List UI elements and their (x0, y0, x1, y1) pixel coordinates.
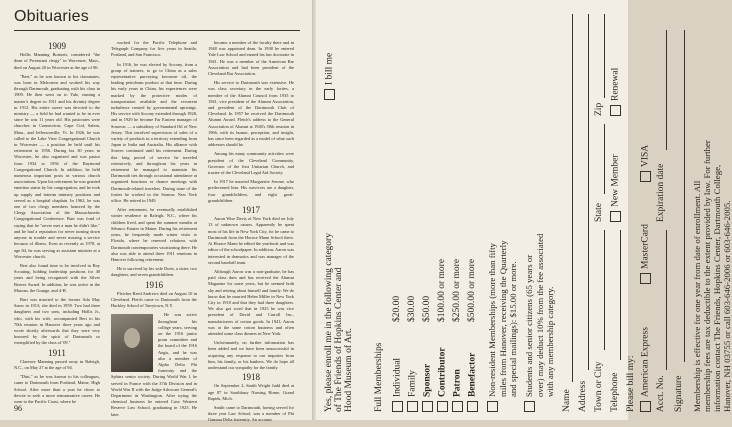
obituary-paragraph: After retirement, he eventually established winter residence in Raleigh, N.C., where his children lived, and spent the summer months at Sebasco Estates in Maine. During his retirement years, he frequently made winter visits to Florida, where he renewed relations with Dartmouth contemporaries vacationing there. He also was able to attend three 1911 reunions in Hanover following retirement. (111, 207, 197, 262)
tier-patron[interactable] (452, 369, 463, 412)
tier-name: Family (407, 370, 418, 397)
tier-amount: $20.00 (392, 295, 402, 322)
bill-me-option[interactable] (324, 53, 335, 100)
portrait-photo (111, 314, 153, 372)
tier-checkbox[interactable] (437, 401, 448, 412)
obituary-paragraph: His service to Dartmouth was extensive. He was class secretary in the early forties, a member of the Alumni Council from 1935 to 1941, vice president of the Alumni Association, and president of the Dartmouth Club of Cleveland. In 1957 he received the Dartmouth Alumni Award. Fletch's address to the General Association of Alumni at 1940's 50th reunion in 1966, with its humor, perception, and insight, has since been regarded as a model of what such addresses should be. (208, 80, 294, 148)
zip-field[interactable] (604, 14, 605, 98)
tier-checkbox[interactable] (467, 401, 478, 412)
tier-amount: $250.00 or more (452, 258, 462, 322)
membership-form (324, 12, 620, 412)
name-field[interactable] (572, 14, 573, 382)
left-page (0, 0, 312, 423)
footer-note (692, 140, 732, 412)
renewal-option[interactable] (610, 68, 621, 116)
obituary-paragraph: On September 2, Smith Wright Judd died at age 87 in Southbury Nursing Home, Grand Rapids, Mich. (208, 383, 294, 401)
please-bill-label: Please bill my: (626, 355, 636, 412)
tier-name: Sponsor (422, 363, 433, 397)
students-line: Students and senior citizens (65 years or (524, 254, 534, 397)
students-line: with any membership category. (545, 286, 556, 397)
portrait-face (124, 328, 140, 348)
footer-line: information contact The Friends, Hopkins Center, Dartmouth College, (712, 164, 722, 412)
footer-line: Hanover, NH 03755 or call 603-646-2006 or 603-646-2005. (722, 200, 732, 412)
bill-me-checkbox[interactable] (324, 89, 335, 100)
new-member-label: New Member (610, 154, 621, 207)
tier-amount: $30.00 (407, 295, 417, 322)
obituary-paragraph: In 1916, he was elected by Socony, from a group of trainees, to go to China as a sales representative purveying kerosene oil, the leading petroleum product at that time. During his early years in China, his experiences were marked by the protective modes of transportation available and the recurrent turbulence created by governmental uprisings. His service with Socony extended through 1928, and in 1929 he became Far Eastern manager of Sonovac — a subsidiary of Standard Oil of New Jersey. This involved supervision of sales of a variety of products in a territory extending from Japan to India and Australia. His alliance with Sonvec continued until his retirement. During this long period of service he traveled extensively, and throughout his years in retirement he managed to maintain his Dartmouth ties through occasional attendance at organized functions or chance meetings with Dartmouth-related travelers. During none of the forties he worked in the Stanvac New York office. He retired in 1949. (111, 61, 197, 204)
tier-individual[interactable] (392, 358, 403, 412)
amex-checkbox[interactable] (640, 401, 651, 412)
class-year-heading: 1917 (242, 205, 260, 216)
acct-label: Acct. No. (656, 375, 666, 412)
visa-label: VISA (640, 144, 651, 167)
new-member-checkbox[interactable] (610, 211, 621, 222)
full-memberships-label: Full Memberships (374, 342, 384, 412)
mastercard-option[interactable] (640, 224, 651, 284)
visa-option[interactable] (640, 145, 651, 182)
tier-amount: $50.00 (422, 295, 432, 322)
renewal-label: Renewal (610, 67, 621, 101)
address-field[interactable] (588, 14, 589, 370)
obituary-paragraph: Hollis Manning Bortuett, considered "the dean of Protestant clergy" in Worcester, Mass., died on August 20 in Worcester at the age of 96. (14, 52, 100, 70)
section-title: Obituaries (14, 8, 89, 25)
new-member-option[interactable] (610, 155, 621, 223)
tier-checkbox[interactable] (422, 401, 433, 412)
obituary-paragraph: worked for the Pacific Telephone and Telegraph Company for five years in Seattle, Portland, and San Francisco. (111, 40, 197, 58)
obituary-paragraph: Unfortunately, no further information has been added and we have been unsuccessful in acquiring any response to our inquiries from him, his family, or his bankers. We do hope all understand our sympathy for the family. (208, 340, 294, 370)
obituary-paragraph: Fletcher Reed Andrews died on August 10 in Cleveland. Fletch came to Dartmouth from the Hackley School of Tarrytown, N.Y. (111, 290, 197, 309)
page-number: 96 (14, 404, 22, 413)
town-field[interactable] (604, 230, 605, 350)
class-year-heading: 1909 (48, 41, 66, 51)
non-resident-line: miles from Hanover, receiving the Quarterly (498, 240, 509, 397)
form-wrapper (316, 0, 628, 420)
form-heading-line: Hood Museum of Art. (344, 328, 354, 412)
column-3 (208, 40, 294, 427)
mastercard-label: MasterCard (640, 224, 651, 269)
amex-label: American Express (640, 327, 651, 397)
tier-checkbox[interactable] (452, 401, 463, 412)
tier-contributor[interactable] (437, 347, 448, 412)
tier-family[interactable] (407, 370, 418, 412)
name-label: Name (562, 389, 572, 412)
column-1 (14, 40, 100, 408)
visa-checkbox[interactable] (640, 171, 651, 182)
signature-field[interactable] (684, 30, 685, 362)
tier-benefactor[interactable] (467, 353, 478, 412)
tier-name: Patron (452, 369, 463, 397)
tier-name: Individual (392, 357, 403, 397)
non-resident-line: and special mailings): $15.00 or more. (508, 261, 519, 397)
header-rule (14, 30, 300, 31)
state-field[interactable] (604, 124, 605, 194)
students-checkbox[interactable] (524, 401, 535, 412)
obituary-paragraph: Smith came to Dartmouth, having served for three year Law School, was a member of Phi Gamma Delta fraternity. An account (208, 404, 294, 423)
zip-label: Zip (594, 102, 604, 116)
address-label: Address (578, 380, 588, 412)
bill-me-label: I bill me (324, 52, 335, 85)
tier-name: Benefactor (467, 352, 478, 397)
form-heading-line: Yes, please enroll me in the following category (324, 233, 334, 412)
obituary-paragraph: became a member of the faculty there and in 1948 was appointed dean. In 1938 he entered Yale Law School and earned his law doctorate in 1941. He was a member of the American Bar Association and had been president of the Cleveland Bar Association. (208, 40, 294, 77)
town-label: Town or City (594, 361, 604, 412)
obituary-paragraph: Bert also found time to be involved in Boy Scouting, holding leadership positions for 40 years and being recognized with the Silver Beaver Award. In addition, he was active in the Masons, the Grange, and 4-H. (14, 262, 100, 293)
students-option[interactable] (524, 234, 555, 412)
form-heading-line: of The Friends of Hopkins Center and (334, 267, 344, 412)
footer-line: membership fees are tax deductible to the extent provided by law. For further (702, 140, 712, 412)
obituary-paragraph: Clarence Manning passed away in Raleigh, N.C., on May 27 at the age of 94. (14, 358, 100, 370)
tier-name: Contributor (437, 347, 448, 397)
mastercard-checkbox[interactable] (640, 273, 651, 284)
tier-amount: $500.00 or more (467, 258, 477, 322)
form-heading (324, 233, 354, 412)
class-year-heading: 1916 (145, 279, 163, 290)
obituary-paragraph: Among his many community activities were president of the Cleveland Community, Governor of the first Unitarian Church, and trustee of the Cleveland Legal Aid Society. (208, 151, 294, 176)
tier-sponsor[interactable] (422, 364, 433, 412)
obituary-paragraph: Burt was married to the former Ada May Snow in 1913; she died in 1959. Two had three daughters and two sons, including Hollis Jr., who, with his wife, accompanied Bert to his 70th reunion in Hanover three years ago and wrote shortly afterwards that they were very honored by the spirit of Dartmouth so exemplified by the class of '09." (14, 296, 100, 346)
right-page (316, 0, 732, 420)
obituary-paragraph: He was active throughout his college years, serving on the 1916 junior prom committee and the board of the 1916 Aegis, and he was also a member of Alpha Delta Phi fraternity and the Sphinx senior society. During World War I, he served in France with the 37th Division and in World War II with the Judge Advocate General's Department in Washington. After trying the chemical business he entered Case Western Reserve Law School, graduating in 1925. He later (111, 312, 197, 417)
expiration-label: Expiration date (656, 163, 666, 222)
acct-field[interactable] (666, 230, 667, 370)
renewal-checkbox[interactable] (610, 105, 621, 116)
obituary-paragraph: In 1917 he married Marguerite Jerome, who predeceased him. His survivors are a daughter, four grandchildren, and eight great-grandchildren. (208, 179, 294, 203)
obituary-paragraph: He is survived by his wife Doris, a sister, two daughters, and seven grandchildren. (111, 266, 197, 278)
state-label: State (594, 203, 604, 222)
tier-checkbox[interactable] (392, 401, 403, 412)
column-2 (111, 40, 197, 421)
telephone-label: Telephone (610, 372, 620, 412)
obituary-paragraph: "Bert," as he was known to his classmates, was born in Melrosten and worked his way through Dartmouth, graduating with his class in 1909. He then went on to Yale, earning a master's degree in 1911 and his divinity degree in 1912. His entire career was devoted to the ministry — a field he had wanted to be in ever since he was 11 years old. His pastorates were churches in Connecticut, Cape Cod, Salem, Mass., and Jeffersonville, Vt. In 1926, he was called to the Lake View Congregational Church in Worcester — a position he held until his retirement in 1956. During his 30 years in Worcester, he also organized and was pastor from 1934 to 1956 of the Raymond Congregational Church. In addition, he held numerous important posts in various church associations. Upon his retirement he was granted emeritus status by his congregation, and he took up supply and interim ministry positions and served as a hospital chaplain. In 1962, he was one of two clergy members honored by the Clergy Association of the Massachusetts Congregational Conference. Burt was fond of saying that he "never met a man he didn't like," and he had a reputation for never turning down anyone in trouble and never missing a service because of illness. Even as recently as 1978, at age 84, he was serving as assistant minister at a Worcester church. (14, 73, 100, 259)
signature-label: Signature (674, 375, 684, 412)
non-resident-option[interactable] (487, 241, 518, 412)
students-line: over) may deduct 10% from the fee associated (535, 233, 546, 397)
class-year-heading: 1918 (242, 372, 260, 383)
non-resident-checkbox[interactable] (487, 401, 498, 412)
non-resident-line: Non-resident Memberships (more than fifty (487, 243, 497, 397)
obituary-paragraph: Although Aaron was a non-graduate, he has paid class dues and has received the Alumni Magazine for some years, but he seemed both shy and retiring about himself and family. We do know that he married Helen Miller in New York City in 1918 and that they had three daughters. We also got word that in 1925 he was vice president of David and Carroll Inc., manufacturers of cotton goods. In 1941, Aaron was at the same cotton business and often attended some class dinners in New York. (208, 268, 294, 336)
footer-line: Membership is effective for one year from date of enrollment. All (692, 180, 702, 412)
class-year-heading: 1911 (48, 347, 66, 358)
telephone-field[interactable] (620, 230, 621, 360)
tier-checkbox[interactable] (407, 401, 418, 412)
amex-option[interactable] (640, 327, 651, 412)
obituary-paragraph: Aaron Wise Davis of New York died on July 13 of unknown causes. Apparently he spent most of his life in New York City, for he came to Dartmouth from the Horace Mann School there. At Horace Mann he edited the yearbook and was editor of the schoolpaper. In addition, Aaron was interested in dramatics and was manager of the second baseball team. (208, 216, 294, 265)
obituary-paragraph: "Dint," as he was known to his colleagues, came to Dartmouth from Portland, Maine, High School. After more than a year he chose to devote to seek a more remunerative career. He went to the Pacific Coast, where he (14, 374, 100, 404)
expiration-field[interactable] (666, 30, 667, 150)
tier-amount: $100.00 or more (437, 258, 447, 322)
